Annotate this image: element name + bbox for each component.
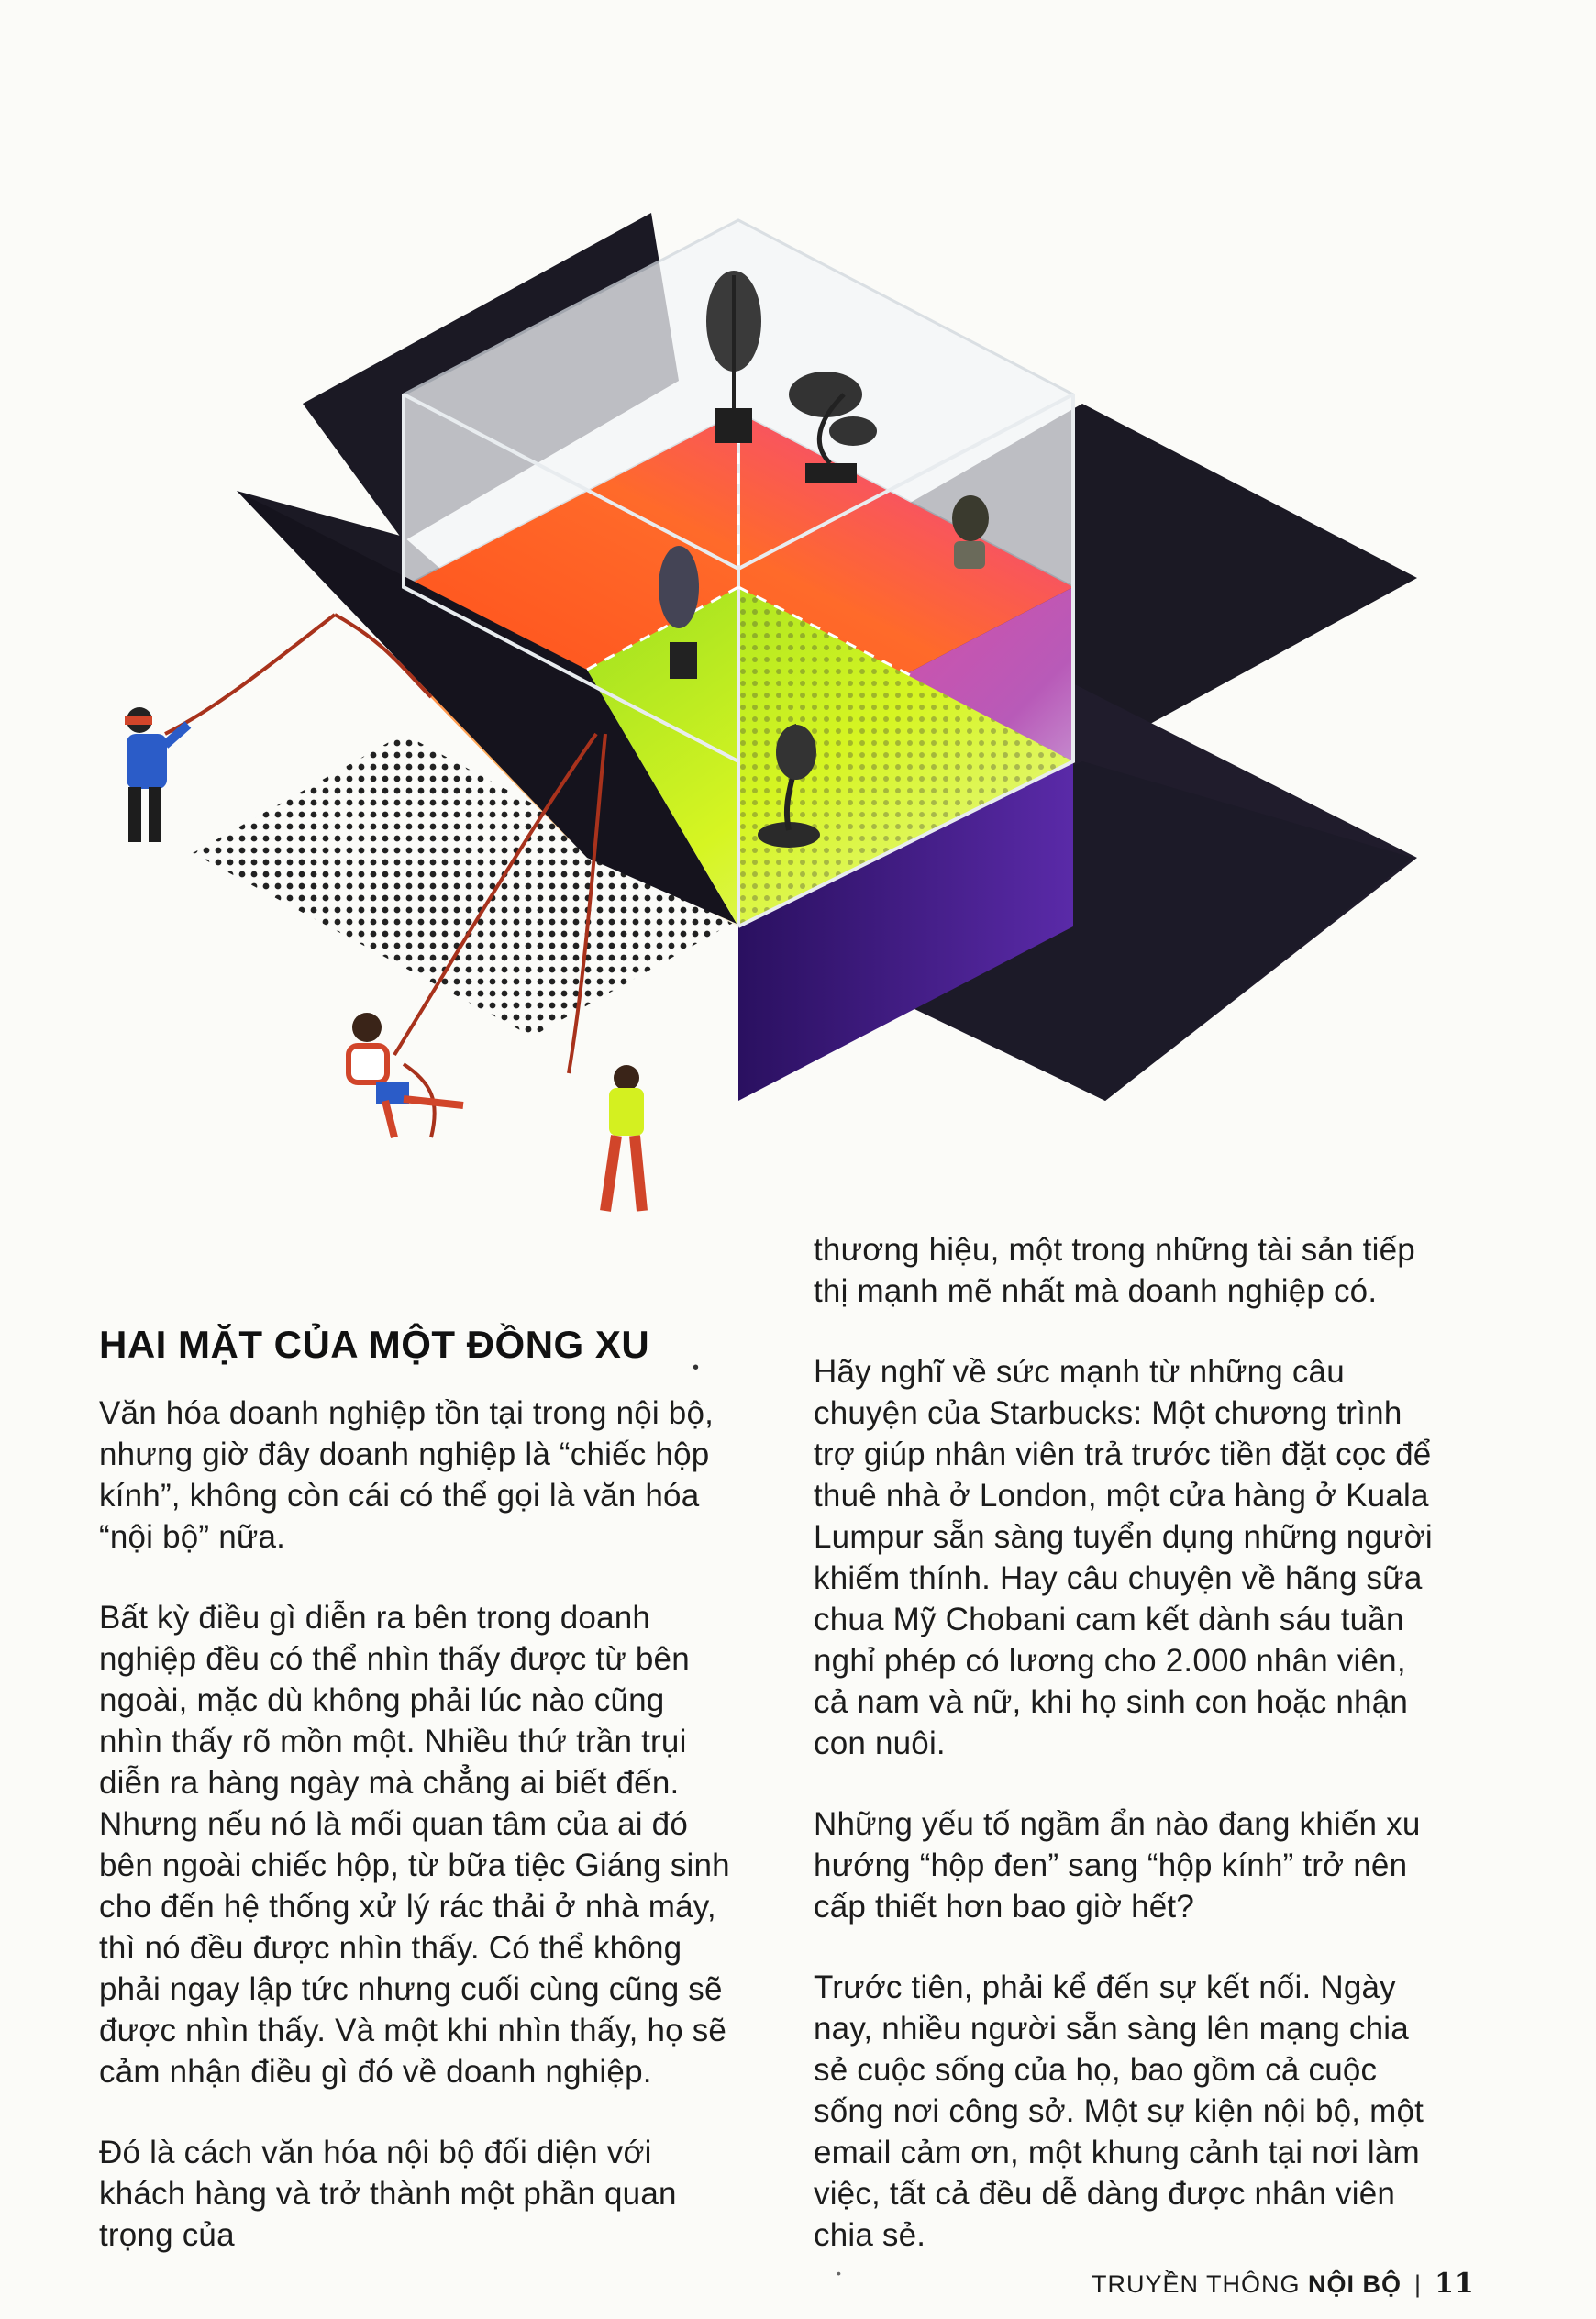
- paragraph: Những yếu tố ngầm ẩn nào đang khiến xu hướng “hộp đen” sang “hộp kính” trở nên cấp thiết hơn bao giờ hết?: [814, 1806, 1421, 1925]
- person-left-figure: [125, 707, 188, 842]
- paragraph: Hãy nghĩ về sức mạnh từ những câu chuyện của Starbucks: Một chương trình trợ giúp nhân viên trả trước tiền đặt cọc để thuê nhà ở London, một cửa hàng ở Kuala Lumpur sẵn sàng tuyển dụng những người khiếm thính. Hay câu chuyện về hãng sữa chua Mỹ Chobani cam kết dành sáu tuần nghỉ phép có lương cho 2.000 nhân viên, cả nam và nữ, khi họ sinh con hoặc nhận con nuôi.: [814, 1354, 1433, 1761]
- bottom-dot-mark: •: [837, 2266, 841, 2280]
- section-heading: HAI MẶT CỦA MỘT ĐỒNG XU: [99, 1323, 650, 1366]
- paragraph: Trước tiên, phải kể đến sự kết nối. Ngày nay, nhiều người sẵn sàng lên mạng chia sẻ cuộc sống của họ, bao gồm cả cuộc sống nơi công sở. Một sự kiện nội bộ, một email cảm ơn, một khung cảnh tại nơi làm việc, tất cả đều dễ dàng được nhân viên chia sẻ.: [814, 1969, 1424, 2253]
- heading-dot-mark: •: [693, 1358, 700, 1378]
- footer-separator: |: [1414, 2270, 1423, 2298]
- footer-section-prefix: TRUYỀN THÔNG: [1092, 2270, 1301, 2298]
- page-footer: [1092, 2268, 1475, 2300]
- paragraph: Bất kỳ điều gì diễn ra bên trong doanh nghiệp đều có thể nhìn thấy được từ bên ngoài, mặc dù không phải lúc nào cũng nhìn thấy rõ mồn một. Nhiều thứ trần trụi diễn ra hàng ngày mà chẳng ai biết đến. Nhưng nếu nó là mối quan tâm của ai đó bên ngoài chiếc hộp, từ bữa tiệc Giáng sinh cho đến hệ thống xử lý rác thải ở nhà máy, thì nó đều được nhìn thấy. Có thể không phải ngay lập tức nhưng cuối cùng cũng sẽ được nhìn thấy. Và một khi nhìn thấy, họ sẽ cảm nhận điều gì đó về doanh nghiệp.: [99, 1600, 730, 2090]
- paragraph: Văn hóa doanh nghiệp tồn tại trong nội bộ, nhưng giờ đây doanh nghiệp là “chiếc hộp kính”, không còn cái có thể gọi là văn hóa “nội bộ” nữa.: [99, 1395, 715, 1555]
- page-number: 11: [1435, 2268, 1475, 2300]
- paragraph: thương hiệu, một trong những tài sản tiếp thị mạnh mẽ nhất mà doanh nghiệp có.: [814, 1232, 1415, 1309]
- footer-section-bold: NỘI BỘ: [1308, 2270, 1402, 2298]
- right-column: [814, 1229, 1439, 2295]
- left-column: [99, 1393, 732, 2295]
- person-middle-figure: [349, 1013, 463, 1137]
- person-right-figure: [605, 1065, 644, 1211]
- paragraph: Đó là cách văn hóa nội bộ đối diện với khách hàng và trở thành một phần quan trọng của: [99, 2135, 677, 2253]
